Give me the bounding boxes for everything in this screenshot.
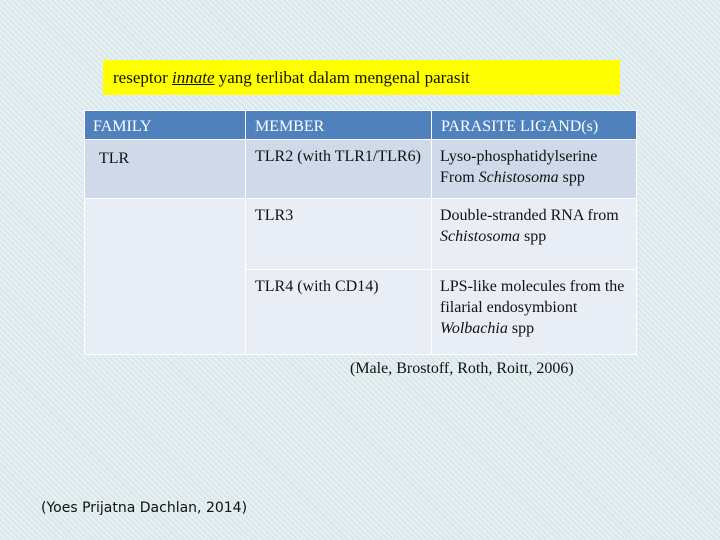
title-text-emphasis: innate bbox=[172, 68, 215, 87]
reference-citation: (Male, Brostoff, Roth, Roitt, 2006) bbox=[350, 360, 574, 377]
title-text-after: yang terlibat dalam mengenal parasit bbox=[214, 68, 470, 87]
cell-ligand bbox=[432, 270, 637, 355]
tlr-table bbox=[84, 110, 637, 355]
ligand-organism: Wolbachia bbox=[440, 320, 508, 337]
header-family: FAMILY bbox=[85, 111, 246, 140]
ligand-suffix: spp bbox=[520, 228, 547, 245]
table-row bbox=[85, 199, 637, 270]
ligand-text: Lyso-phosphatidylserine From bbox=[440, 148, 598, 186]
cell-ligand bbox=[432, 140, 637, 199]
cell-family-empty bbox=[85, 199, 246, 355]
ligand-organism: Schistosoma bbox=[478, 169, 559, 186]
table-row bbox=[85, 140, 637, 199]
footer-author: (Yoes Prijatna Dachlan, 2014) bbox=[41, 500, 248, 516]
ligand-suffix: spp bbox=[507, 320, 535, 337]
ligand-text: Double-stranded RNA from bbox=[440, 207, 619, 224]
ligand-organism: Schistosoma bbox=[440, 228, 520, 245]
cell-member: TLR2 (with TLR1/TLR6) bbox=[246, 140, 432, 199]
cell-ligand bbox=[432, 199, 637, 270]
cell-member: TLR3 bbox=[246, 199, 432, 270]
slide-title bbox=[103, 60, 620, 95]
table-header-row bbox=[85, 111, 637, 140]
header-ligand: PARASITE LIGAND(s) bbox=[432, 111, 637, 140]
title-text-before: reseptor bbox=[113, 68, 173, 87]
ligand-text: LPS-like molecules from the filarial endosymbiont bbox=[440, 278, 625, 316]
cell-member: TLR4 (with CD14) bbox=[246, 270, 432, 355]
ligand-suffix: spp bbox=[558, 169, 585, 186]
cell-family: TLR bbox=[85, 140, 246, 199]
header-member: MEMBER bbox=[246, 111, 432, 140]
